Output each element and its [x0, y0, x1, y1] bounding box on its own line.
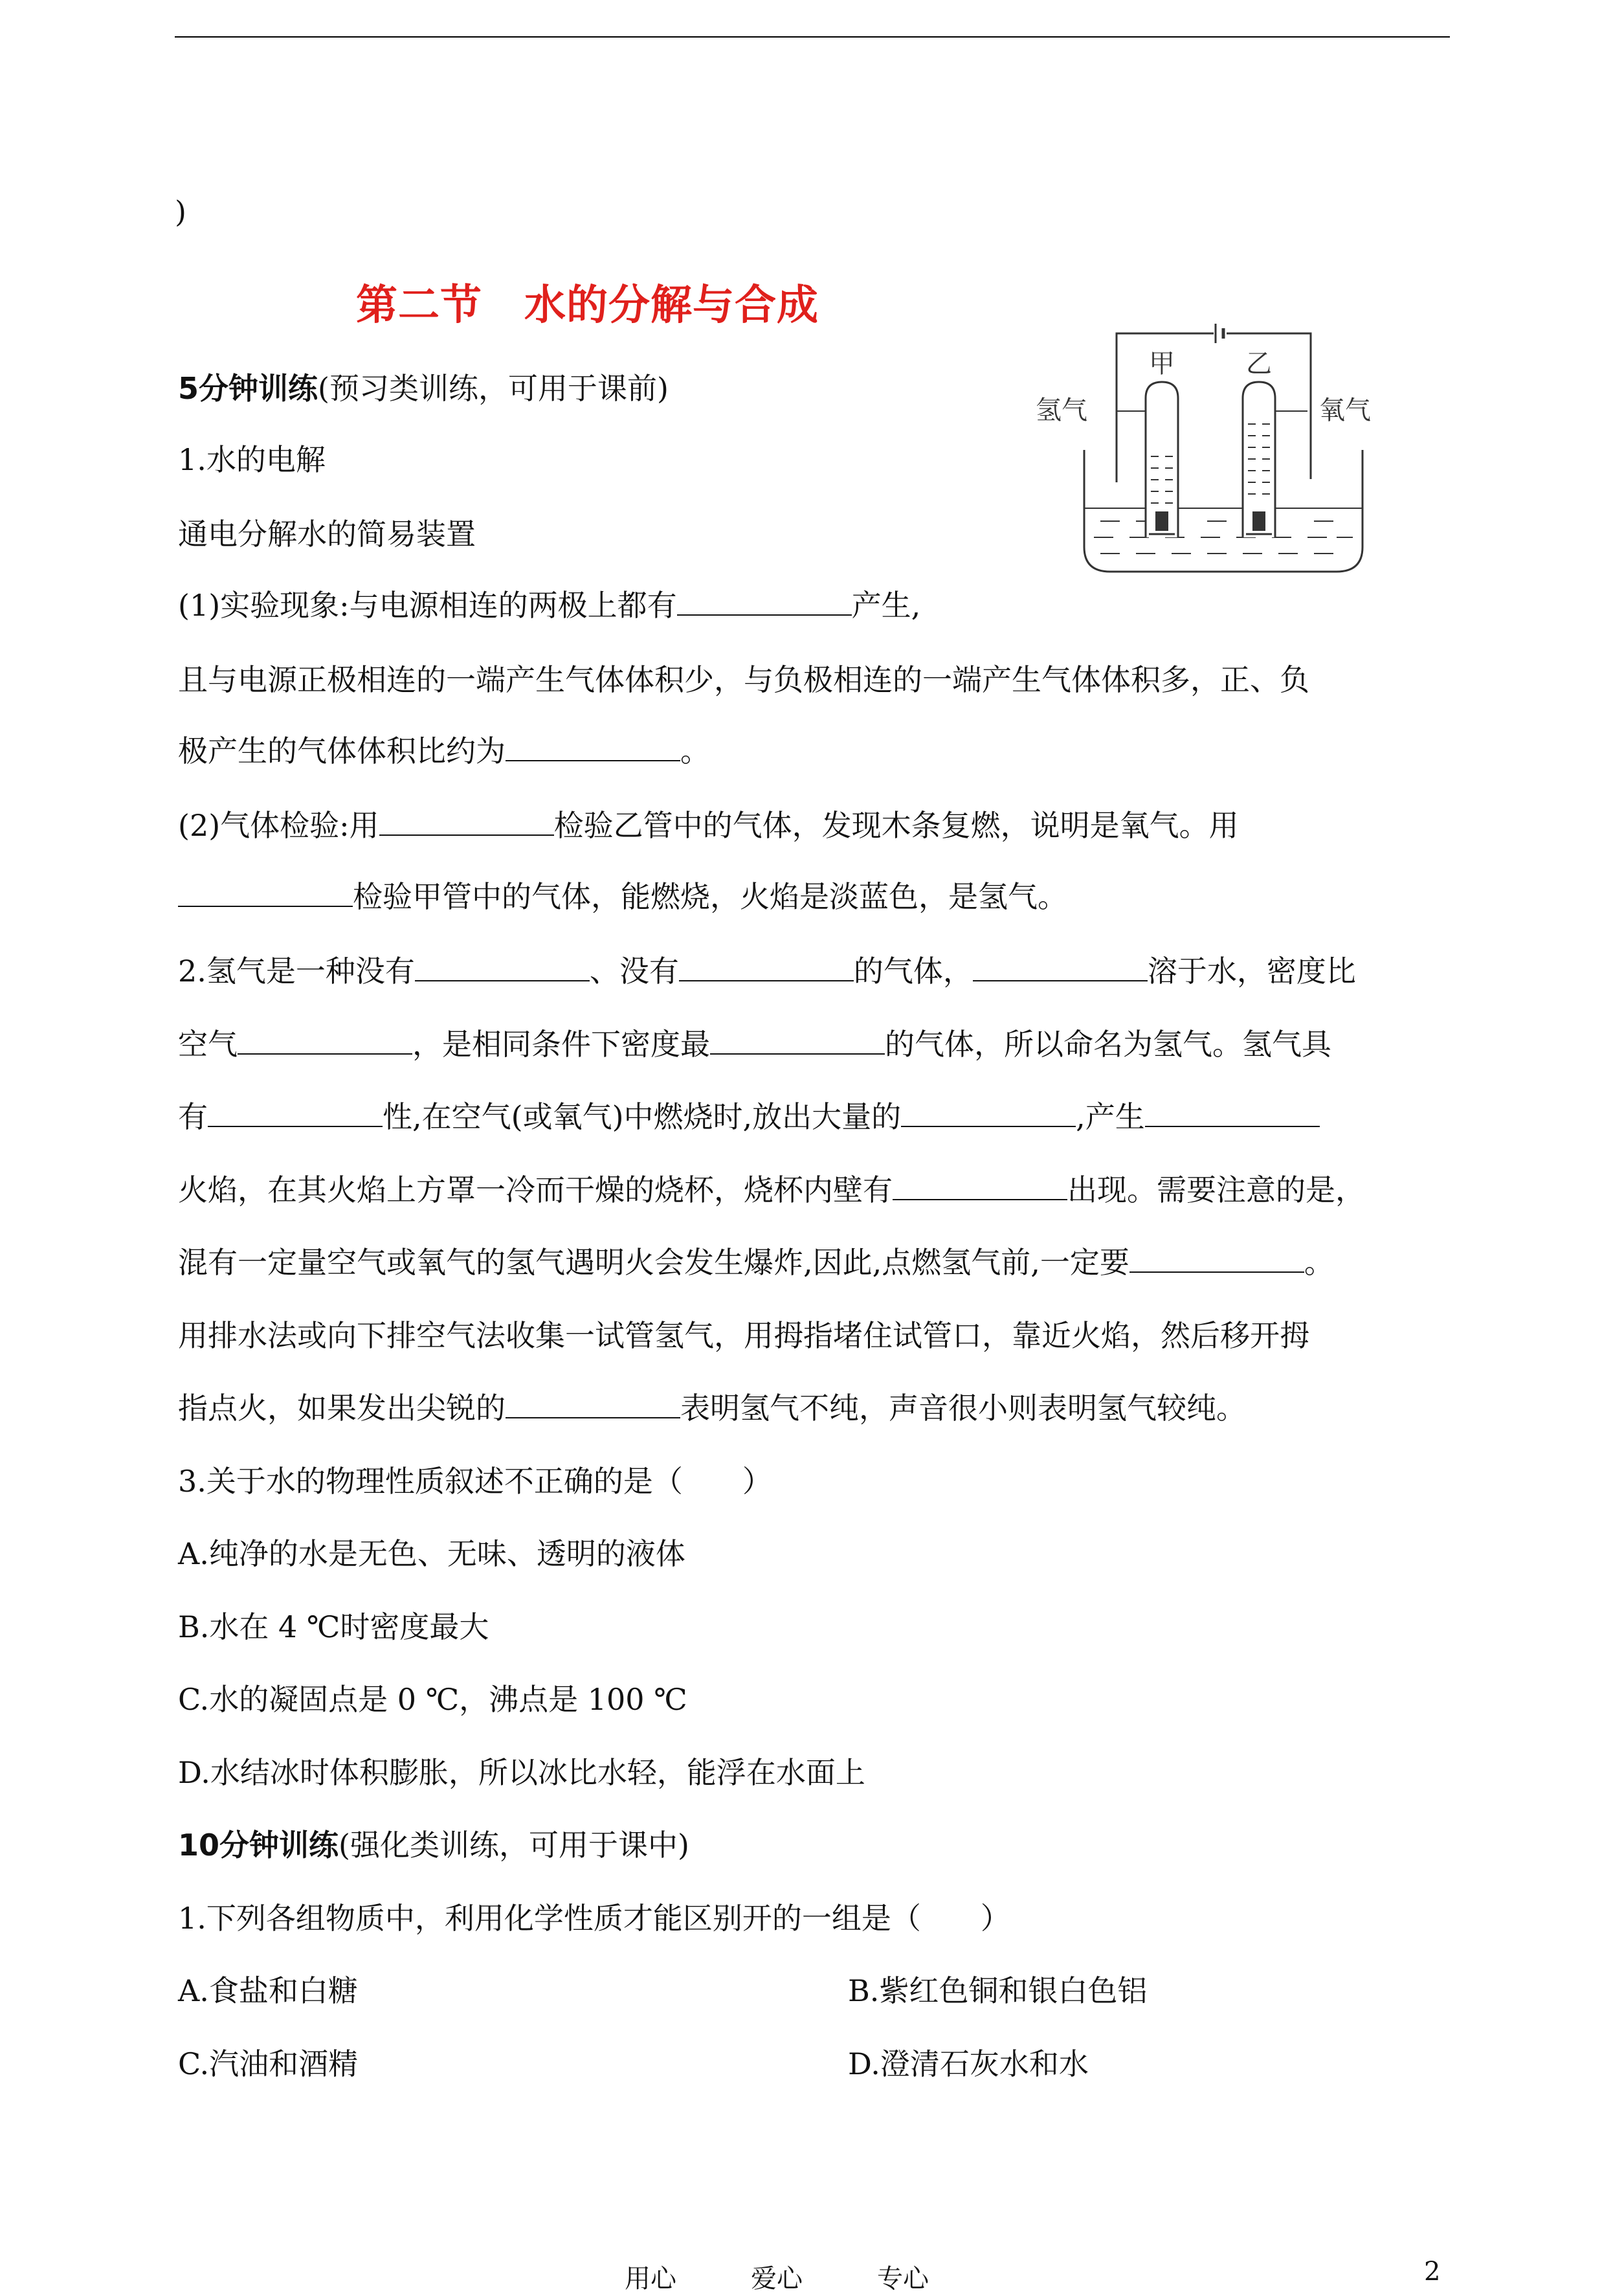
- answer-blank[interactable]: [208, 1100, 383, 1127]
- answer-blank[interactable]: [415, 954, 590, 981]
- s1-q1-title: 1.水的电解: [178, 442, 326, 477]
- text-segment: 的气体，所以命名为氢气。氢气具: [885, 1027, 1331, 1062]
- section1-heading-bold: 5分钟训练: [178, 371, 318, 406]
- text-segment: 产生,: [851, 588, 921, 623]
- s1-q1-line4: [178, 806, 1239, 845]
- s2-q1-option-d[interactable]: D.澄清石灰水和水: [848, 2046, 1089, 2081]
- answer-blank[interactable]: [973, 954, 1148, 981]
- text-segment: 的气体，: [853, 954, 973, 989]
- answer-blank[interactable]: [901, 1100, 1076, 1127]
- s1-q3-option-d[interactable]: D.水结冰时体积膨胀，所以冰比水轻，能浮在水面上: [178, 1755, 865, 1790]
- s2-q1-option-b[interactable]: B.紫红色铜和银白色铝: [848, 1973, 1148, 2008]
- label-oxygen: 氧气: [1319, 396, 1371, 425]
- text-segment: 。: [1304, 1245, 1334, 1280]
- text-segment: 火焰，在其火焰上方罩一冷而干燥的烧杯，烧杯内壁有: [178, 1172, 893, 1207]
- text-segment: (1)实验现象:与电源相连的两极上都有: [178, 588, 677, 623]
- s1-q1-line2: 且与电源正极相连的一端产生气体体积少，与负极相连的一端产生气体体积多，正、负: [178, 662, 1309, 697]
- text-segment: 混有一定量空气或氧气的氢气遇明火会发生爆炸,因此,点燃氢气前,一定要: [178, 1245, 1129, 1280]
- answer-blank[interactable]: [506, 1391, 680, 1418]
- footer-text-1: 用心: [625, 2264, 676, 2294]
- text-segment: (2)气体检验:用: [178, 808, 379, 843]
- s1-q2-line7: [178, 1389, 1246, 1427]
- section1-heading: [178, 369, 669, 408]
- text-segment: 检验乙管中的气体，发现木条复燃，说明是氧气。用: [553, 808, 1239, 843]
- s1-q1-line5: [178, 877, 1067, 916]
- answer-blank[interactable]: [710, 1027, 885, 1055]
- text-segment: 极产生的气体体积比约为: [178, 733, 506, 768]
- s1-q3-title: 3.关于水的物理性质叙述不正确的是（ ）: [178, 1464, 772, 1499]
- s1-q2-line1: [178, 952, 1356, 991]
- section2-heading: [178, 1826, 689, 1864]
- text-segment: 。: [680, 733, 710, 768]
- footer-text-3: 专心: [877, 2264, 929, 2294]
- s2-q1-option-a[interactable]: A.食盐和白糖: [178, 1973, 358, 2008]
- answer-blank[interactable]: [1145, 1100, 1320, 1127]
- s1-q2-line6: 用排水法或向下排空气法收集一试管氢气，用拇指堵住试管口，靠近火焰，然后移开拇: [178, 1318, 1309, 1353]
- text-segment: ，是相同条件下密度最: [412, 1027, 710, 1062]
- page-number: 2: [1424, 2257, 1441, 2287]
- section1-heading-rest: (预习类训练，可用于课前): [318, 371, 669, 406]
- text-segment: 空气: [178, 1027, 238, 1062]
- text-segment: 指点火，如果发出尖锐的: [178, 1391, 506, 1426]
- text-segment: 性,在空气(或氧气)中燃烧时,放出大量的: [383, 1099, 902, 1134]
- stray-paren: ): [175, 194, 186, 229]
- s1-q2-line4: [178, 1170, 1365, 1209]
- text-segment: 出现。需要注意的是，: [1067, 1172, 1365, 1207]
- answer-blank[interactable]: [178, 880, 353, 907]
- footer-text-2: 爱心: [751, 2264, 803, 2294]
- answer-blank[interactable]: [1129, 1246, 1304, 1273]
- answer-blank[interactable]: [679, 954, 854, 981]
- s1-q2-line5: [178, 1243, 1334, 1282]
- label-tube-b: 乙: [1246, 349, 1272, 379]
- section2-heading-rest: (强化类训练，可用于课中): [339, 1828, 689, 1863]
- s1-q1-line3: [178, 732, 710, 770]
- text-segment: 有: [178, 1099, 208, 1134]
- answer-blank[interactable]: [238, 1027, 412, 1055]
- answer-blank[interactable]: [893, 1173, 1067, 1200]
- label-tube-a: 甲: [1149, 349, 1175, 379]
- s1-q1-intro: 通电分解水的简易装置: [178, 517, 476, 552]
- text-segment: 2.氢气是一种没有: [178, 954, 415, 989]
- header-rule: [175, 36, 1450, 38]
- s1-q1-line1: [178, 586, 920, 625]
- s1-q2-line3: [178, 1097, 1320, 1136]
- text-segment: ,产生: [1076, 1099, 1145, 1134]
- answer-blank[interactable]: [677, 588, 852, 616]
- label-hydrogen: 氢气: [1036, 396, 1087, 425]
- s1-q3-option-c[interactable]: C.水的凝固点是 0 ℃，沸点是 100 ℃: [178, 1682, 687, 1717]
- s2-q1-option-c[interactable]: C.汽油和酒精: [178, 2046, 359, 2081]
- s2-q1-title: 1.下列各组物质中，利用化学性质才能区别开的一组是（ ）: [178, 1901, 1010, 1936]
- s1-q3-option-a[interactable]: A.纯净的水是无色、无味、透明的液体: [178, 1536, 685, 1571]
- text-segment: 表明氢气不纯，声音很小则表明氢气较纯。: [680, 1391, 1246, 1426]
- electrolysis-diagram: [1029, 320, 1418, 586]
- text-segment: 溶于水，密度比: [1147, 954, 1356, 989]
- text-segment: 检验甲管中的气体，能燃烧，火焰是淡蓝色，是氢气。: [353, 879, 1067, 914]
- page-title: 第二节 水的分解与合成: [356, 282, 819, 330]
- s1-q2-line2: [178, 1025, 1331, 1064]
- answer-blank[interactable]: [506, 734, 680, 761]
- section2-heading-bold: 10分钟训练: [178, 1828, 339, 1863]
- s1-q3-option-b[interactable]: B.水在 4 ℃时密度最大: [178, 1609, 489, 1644]
- text-segment: 、没有: [589, 954, 679, 989]
- answer-blank[interactable]: [379, 809, 554, 836]
